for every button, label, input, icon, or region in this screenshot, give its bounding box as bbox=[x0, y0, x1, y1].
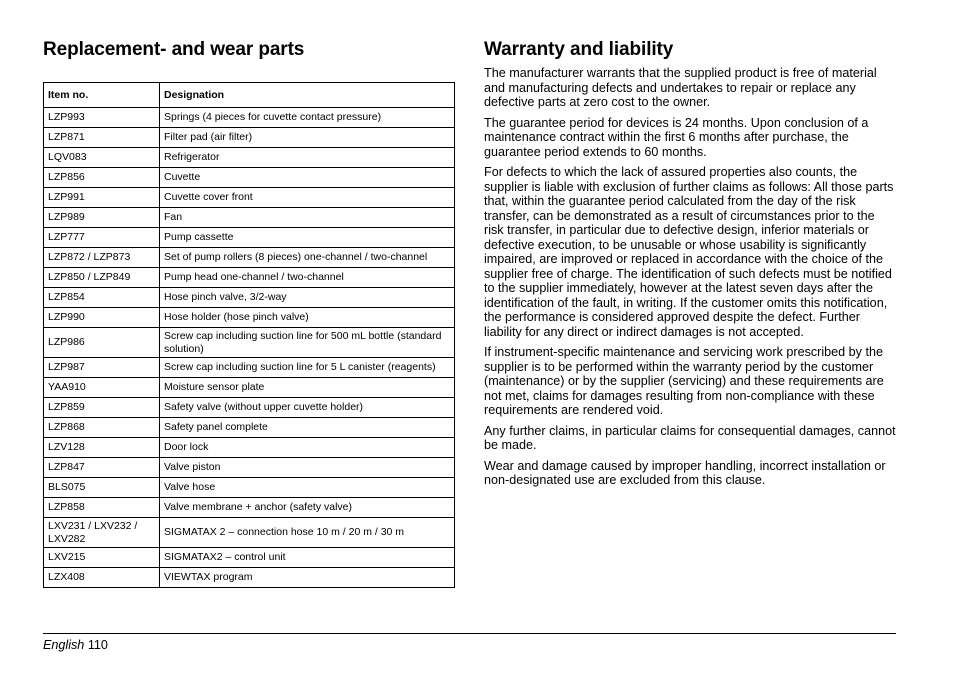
item-number-cell: BLS075 bbox=[44, 478, 160, 498]
designation-cell: Safety valve (without upper cuvette holder) bbox=[160, 398, 455, 418]
designation-cell: Hose holder (hose pinch valve) bbox=[160, 308, 455, 328]
item-number-cell: LZP991 bbox=[44, 188, 160, 208]
item-number-cell: LZP993 bbox=[44, 108, 160, 128]
item-number-cell: LZP850 / LZP849 bbox=[44, 268, 160, 288]
designation-cell: Pump head one-channel / two-channel bbox=[160, 268, 455, 288]
item-number-cell: LZP868 bbox=[44, 418, 160, 438]
parts-table-body bbox=[44, 108, 455, 588]
table-row bbox=[44, 208, 455, 228]
page-footer bbox=[43, 638, 108, 653]
table-row bbox=[44, 548, 455, 568]
table-row bbox=[44, 188, 455, 208]
item-number-cell: LZP986 bbox=[44, 328, 160, 358]
warranty-paragraph: The manufacturer warrants that the supplied product is free of material and manufacturing defects and undertakes to repair or replace any defective parts at zero cost to the owner. bbox=[484, 66, 877, 109]
item-number-cell: LXV231 / LXV232 / LXV282 bbox=[44, 518, 160, 548]
table-row bbox=[44, 288, 455, 308]
item-number-cell: LZP777 bbox=[44, 228, 160, 248]
table-row bbox=[44, 518, 455, 548]
item-number-cell: LQV083 bbox=[44, 148, 160, 168]
table-row bbox=[44, 128, 455, 148]
table-row bbox=[44, 228, 455, 248]
item-number-cell: LZX408 bbox=[44, 568, 160, 588]
warranty-paragraph: Any further claims, in particular claims for consequential damages, cannot be made. bbox=[484, 423, 896, 452]
warranty-text bbox=[484, 66, 896, 488]
parts-table bbox=[43, 82, 455, 588]
table-row bbox=[44, 268, 455, 288]
designation-cell: SIGMATAX2 – control unit bbox=[160, 548, 455, 568]
designation-cell: Set of pump rollers (8 pieces) one-channel / two-channel bbox=[160, 248, 455, 268]
warranty-section-title: Warranty and liability bbox=[484, 39, 674, 60]
table-row bbox=[44, 378, 455, 398]
designation-cell: SIGMATAX 2 – connection hose 10 m / 20 m / 30 m bbox=[160, 518, 455, 548]
designation-cell: VIEWTAX program bbox=[160, 568, 455, 588]
item-number-cell: LZP859 bbox=[44, 398, 160, 418]
table-row bbox=[44, 438, 455, 458]
table-row bbox=[44, 328, 455, 358]
parts-section bbox=[43, 38, 455, 584]
item-number-cell: LZP987 bbox=[44, 358, 160, 378]
footer-page-number: 110 bbox=[87, 638, 108, 652]
designation-cell: Pump cassette bbox=[160, 228, 455, 248]
table-row bbox=[44, 568, 455, 588]
designation-cell: Filter pad (air filter) bbox=[160, 128, 455, 148]
parts-section-title: Replacement- and wear parts bbox=[43, 39, 305, 60]
designation-cell: Moisture sensor plate bbox=[160, 378, 455, 398]
item-number-cell: LZP856 bbox=[44, 168, 160, 188]
designation-cell: Safety panel complete bbox=[160, 418, 455, 438]
item-number-cell: LXV215 bbox=[44, 548, 160, 568]
warranty-section bbox=[484, 38, 896, 494]
designation-cell: Valve membrane + anchor (safety valve) bbox=[160, 498, 455, 518]
item-number-cell: LZV128 bbox=[44, 438, 160, 458]
footer-language: English bbox=[43, 638, 85, 652]
table-row bbox=[44, 148, 455, 168]
table-row bbox=[44, 418, 455, 438]
table-row bbox=[44, 478, 455, 498]
designation-cell: Valve hose bbox=[160, 478, 455, 498]
table-row bbox=[44, 498, 455, 518]
item-number-cell: LZP989 bbox=[44, 208, 160, 228]
item-number-cell: LZP871 bbox=[44, 128, 160, 148]
item-number-cell: LZP990 bbox=[44, 308, 160, 328]
table-row bbox=[44, 398, 455, 418]
item-number-cell: LZP854 bbox=[44, 288, 160, 308]
designation-cell: Valve piston bbox=[160, 458, 455, 478]
column-header-item-no: Item no. bbox=[44, 83, 160, 108]
column-header-designation: Designation bbox=[160, 83, 455, 108]
designation-cell: Springs (4 pieces for cuvette contact pressure) bbox=[160, 108, 455, 128]
designation-cell: Cuvette cover front bbox=[160, 188, 455, 208]
item-number-cell: LZP872 / LZP873 bbox=[44, 248, 160, 268]
warranty-paragraph: For defects to which the lack of assured properties also counts, the supplier is liable with exclusion of further claims as follows: All those parts that, within the guarantee period calculated from the day of the risk transfer, can be demonstrated as a result of circumstances prior to the risk transfer, in particular due to defective design, inferior materials or defective execution, to be unusable or whose usability is significantly impaired, are improved or replaced in accordance with the choice of the supplier free of charge. The identification of such defects must be notified to the supplier immediately, however at the latest seven days after the identification of the fault, in writing. If the customer omits this notification, the performance is considered approved despite the defect. Further liability for any direct or indirect damages is not accepted. bbox=[484, 165, 894, 339]
warranty-paragraph: If instrument-specific maintenance and servicing work prescribed by the supplier is to be performed within the warranty period by the customer (maintenance) or by the supplier (servicing) and these requirements are not met, claims for damages resulting from non-compliance with these requirements are rendered void. bbox=[484, 345, 884, 417]
designation-cell: Cuvette bbox=[160, 168, 455, 188]
footer-divider bbox=[43, 633, 896, 634]
item-number-cell: LZP847 bbox=[44, 458, 160, 478]
item-number-cell: LZP858 bbox=[44, 498, 160, 518]
table-row bbox=[44, 308, 455, 328]
designation-cell: Screw cap including suction line for 500 mL bottle (standard solution) bbox=[160, 328, 455, 358]
table-row bbox=[44, 458, 455, 478]
warranty-paragraph: Wear and damage caused by improper handling, incorrect installation or non-designated use are excluded from this clause. bbox=[484, 458, 886, 487]
designation-cell: Door lock bbox=[160, 438, 455, 458]
warranty-paragraph: The guarantee period for devices is 24 months. Upon conclusion of a maintenance contract within the first 6 months after purchase, the guarantee period extends to 60 months. bbox=[484, 115, 869, 159]
table-row bbox=[44, 248, 455, 268]
designation-cell: Hose pinch valve, 3/2-way bbox=[160, 288, 455, 308]
table-row bbox=[44, 168, 455, 188]
designation-cell: Screw cap including suction line for 5 L canister (reagents) bbox=[160, 358, 455, 378]
parts-table-header-row bbox=[44, 83, 455, 108]
designation-cell: Fan bbox=[160, 208, 455, 228]
table-row bbox=[44, 358, 455, 378]
designation-cell: Refrigerator bbox=[160, 148, 455, 168]
table-row bbox=[44, 108, 455, 128]
item-number-cell: YAA910 bbox=[44, 378, 160, 398]
